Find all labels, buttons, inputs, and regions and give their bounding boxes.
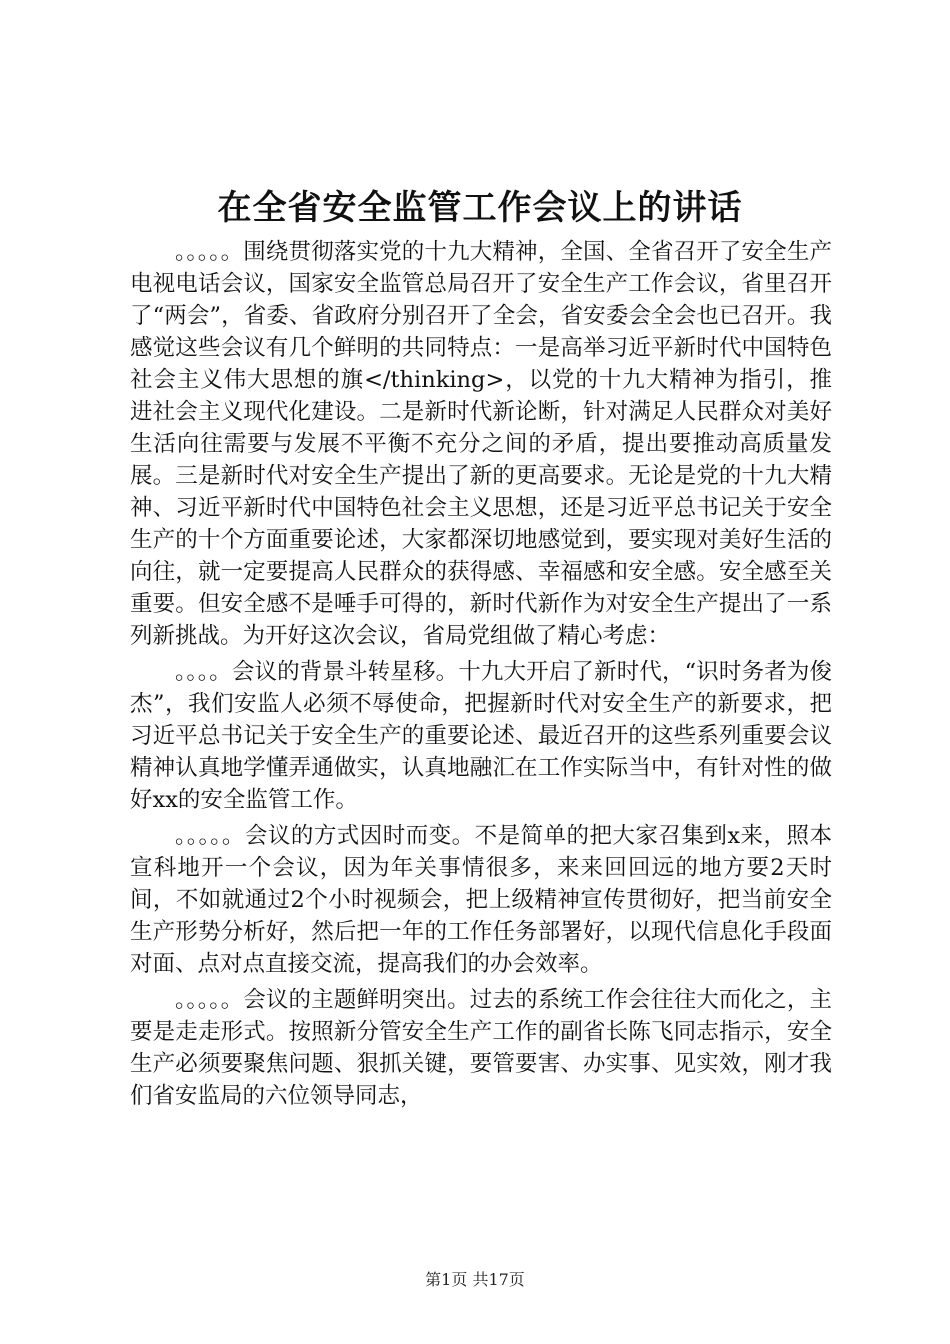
- page-number-footer: 第1页 共17页: [425, 1270, 525, 1289]
- body-paragraph-2: 。。。。会议的背景斗转星移。十九大开启了新时代，“识时务者为俊杰”，我们安监人必须不辱使命，把握新时代对安全生产的新要求，把习近平总书记关于安全生产的重要论述、最近召开的这些系列重要会议精神认真地学懂弄通做实，认真地融汇在工作实际当中，有针对性的做好xx的安全监管工作。: [130, 659, 832, 813]
- body-paragraph-4: 。。。。。会议的主题鲜明突出。过去的系统工作会往往大而化之，主要是走走形式。按照新分管安全生产工作的副省长陈飞同志指示，安全生产必须要聚焦问题、狠抓关键，要管要害、办实事、见实效，刚才我们省安监局的六位领导同志，: [130, 987, 832, 1109]
- document-title: 在全省安全监管工作会议上的讲话: [217, 188, 743, 228]
- body-paragraph-1: 。。。。。围绕贯彻落实党的十九大精神，全国、全省召开了安全生产电视电话会议，国家安全监管总局召开了安全生产工作会议，省里召开了“两会”，省委、省政府分别召开了全会，省安委会全会也已召开。我感觉这些会议有几个鲜明的共同特点：一是高举习近平新时代中国特色社会主义伟大思想的旗</thinking>，以党的十九大精神为指引，推进社会主义现代化建设。二是新时代新论断，针对满足人民群众对美好生活向往需要与发展不平衡不充分之间的矛盾，提出要推动高质量发展。三是新时代对安全生产提出了新的更高要求。无论是党的十九大精神、习近平新时代中国特色社会主义思想，还是习近平总书记关于安全生产的十个方面重要论述，大家都深切地感觉到，要实现对美好生活的向往，就一定要提高人民群众的获得感、幸福感和安全感。安全感至关重要。但安全感不是唾手可得的，新时代新作为对安全生产提出了一系列新挑战。为开好这次会议，省局党组做了精心考虑：: [130, 239, 832, 649]
- body-paragraph-3: 。。。。。会议的方式因时而变。不是简单的把大家召集到x来，照本宣科地开一个会议，因为年关事情很多，来来回回远的地方要2天时间，不如就通过2个小时视频会，把上级精神宣传贯彻好，把当前安全生产形势分析好，然后把一年的工作任务部署好，以现代信息化手段面对面、点对点直接交流，提高我们的办会效率。: [130, 823, 832, 977]
- document-body: [130, 236, 832, 1112]
